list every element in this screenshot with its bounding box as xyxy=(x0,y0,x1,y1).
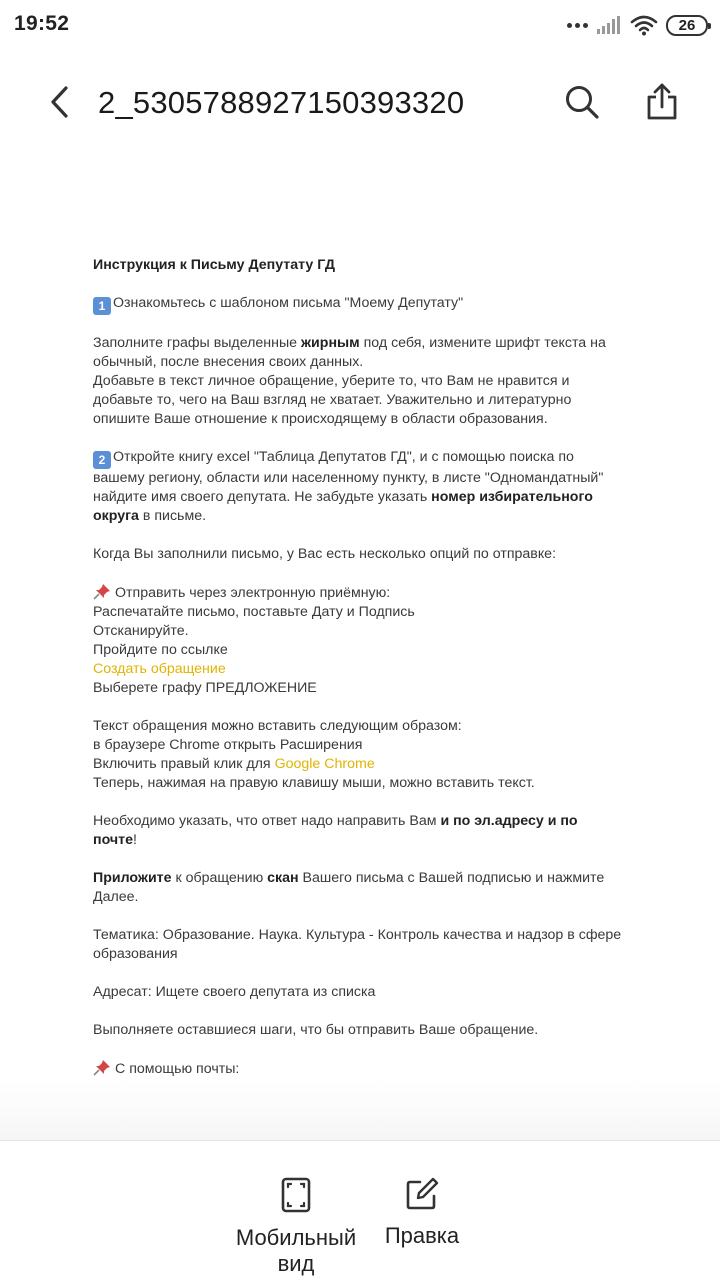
mobile-view-label: Мобильный вид xyxy=(235,1225,357,1276)
document-heading: Инструкция к Письму Депутату ГД xyxy=(93,257,336,273)
chevron-left-icon xyxy=(48,85,72,119)
option-1-line-1: Распечатайте письмо, поставьте Дату и Подпись xyxy=(93,604,415,620)
addressee-line: Адресат: Ищете своего депутата из списка xyxy=(93,984,376,1000)
option-1-line-4: Выберете графу ПРЕДЛОЖЕНИЕ xyxy=(93,680,317,696)
option-2-title: С помощью почты: xyxy=(93,1059,623,1079)
number-two-badge: 2 xyxy=(93,451,111,469)
edit-icon xyxy=(405,1177,439,1211)
step-2: 2 Откройте книгу excel "Таблица Депутатов ГД", и с помощью поиска по вашему региону, области или населенному пункту, в листе "Одномандатный" найдите имя своего депутата. Не забудьте указать номер избирательного округа в письме. xyxy=(93,449,604,524)
options-intro: Когда Вы заполнили письмо, у Вас есть несколько опций по отправке: xyxy=(93,546,557,562)
finish-line: Выполняете оставшиеся шаги, что бы отправить Ваше обращение. xyxy=(93,1022,539,1038)
search-icon xyxy=(564,84,600,120)
option-1-line-2: Отсканируйте. xyxy=(93,623,189,639)
number-one-badge: 1 xyxy=(93,297,111,315)
paste-line-4: Теперь, нажимая на правую клавишу мыши, можно вставить текст. xyxy=(93,775,535,791)
reply-instructions: Необходимо указать, что ответ надо направить Вам и по эл.адресу и по почте! xyxy=(93,813,578,848)
app-header xyxy=(0,68,720,138)
create-appeal-link-line xyxy=(93,660,623,679)
edit-button[interactable] xyxy=(372,1177,472,1249)
create-appeal-link[interactable]: Создать обращение xyxy=(93,661,226,677)
google-chrome-link[interactable]: Google Chrome xyxy=(274,756,375,772)
search-button[interactable] xyxy=(560,80,604,124)
step-1: 1 Ознакомьтесь с шаблоном письма "Моему Депутату" xyxy=(93,294,623,315)
paste-line-3: Включить правый клик для Google Chrome xyxy=(93,756,375,772)
wifi-icon xyxy=(630,14,658,36)
mobile-view-button[interactable] xyxy=(226,1177,366,1277)
option-1-title: Отправить через электронную приёмную: xyxy=(93,583,623,603)
share-icon xyxy=(645,83,679,121)
more-dots-icon xyxy=(567,23,588,28)
personal-appeal-instructions: Добавьте в текст личное обращение, уберите то, что Вам не нравится и добавьте то, чего на Ваш взгляд не хватает. Уважительно и литературно опишите Ваше отношение к происходящему в области образования. xyxy=(93,373,572,427)
back-button[interactable] xyxy=(38,80,82,124)
edit-label: Правка xyxy=(384,1223,460,1248)
document-title: 2_5305788927150393320 xyxy=(98,85,465,120)
paste-line-1: Текст обращения можно вставить следующим образом: xyxy=(93,718,462,734)
battery-level: 26 xyxy=(678,16,696,34)
status-bar xyxy=(0,0,720,50)
share-button[interactable] xyxy=(640,80,684,124)
topic-line: Тематика: Образование. Наука. Культура - Контроль качества и надзор в сфере образования xyxy=(93,927,622,962)
attach-instructions: Приложите к обращению скан Вашего письма с Вашей подписью и нажмите Далее. xyxy=(93,870,605,905)
pushpin-icon xyxy=(93,1059,111,1076)
document-content xyxy=(93,256,623,1098)
status-time: 19:52 xyxy=(14,12,70,35)
pushpin-icon xyxy=(93,583,111,600)
signal-icon xyxy=(596,15,622,35)
bottom-toolbar xyxy=(0,1140,720,1280)
fill-instructions: Заполните графы выделенные жирным под себя, измените шрифт текста на обычный, после внесения своих данных. xyxy=(93,335,606,370)
paste-line-2: в браузере Chrome открыть Расширения xyxy=(93,737,363,753)
bottom-fade xyxy=(0,1080,720,1140)
battery-icon xyxy=(666,15,708,36)
option-1-line-3: Пройдите по ссылке xyxy=(93,642,228,658)
mobile-view-icon xyxy=(281,1177,311,1213)
status-icons xyxy=(567,13,708,37)
